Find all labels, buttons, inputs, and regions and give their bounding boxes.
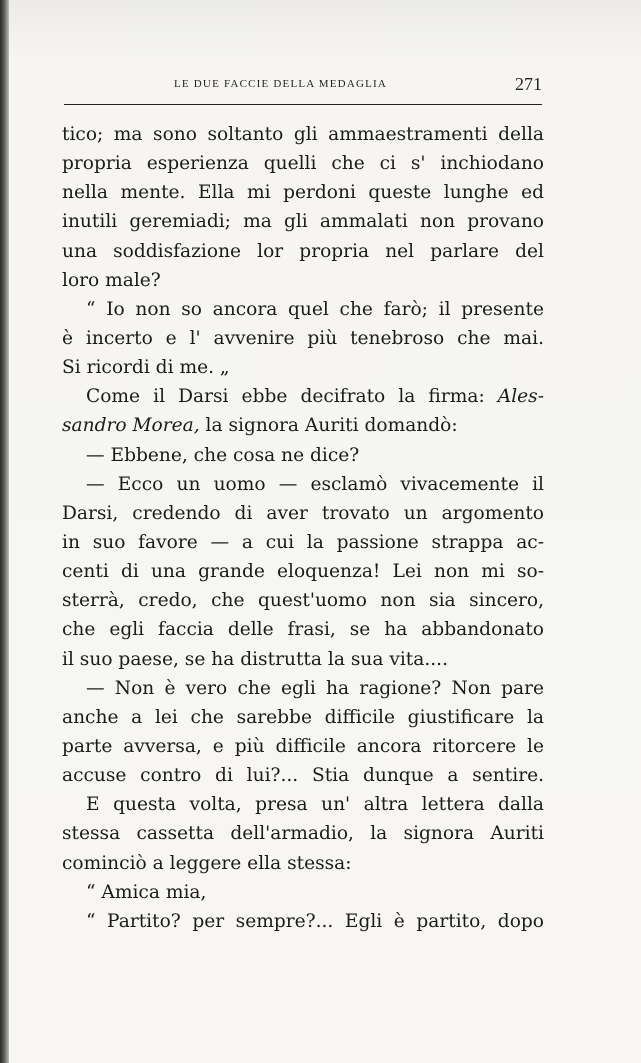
- text-line: “ Io non so ancora quel che farò; il presente: [86, 298, 544, 320]
- text-line: inutili geremiadi; ma gli ammalati non provano: [62, 211, 544, 233]
- text-line: — Ecco un uomo — esclamò vivacemente il: [86, 473, 544, 495]
- text-line: [62, 382, 544, 411]
- header-rule: [64, 104, 542, 105]
- text-line: accuse contro di lui?... Stia dunque a sentire.: [62, 765, 544, 787]
- italic-author-name: Ales-: [497, 386, 544, 408]
- text-line: una soddisfazione lor propria nel parlare del: [62, 240, 544, 262]
- text-line: propria esperienza quelli che ci s' inchiodano: [62, 153, 544, 175]
- text-line: che egli faccia delle frasi, se ha abbandonato: [62, 619, 544, 641]
- text-fragment: la signora Auriti domandò:: [199, 415, 458, 437]
- text-line: cominciò a leggere ella stessa:: [62, 852, 352, 874]
- text-line: loro male?: [62, 269, 161, 291]
- text-line: — Non è vero che egli ha ragione? Non pare: [86, 677, 544, 699]
- text-line: Si ricordi di me. „: [62, 357, 230, 379]
- text-line: “ Amica mia,: [86, 881, 207, 903]
- text-line: anche a lei che sarebbe difficile giustificare la: [62, 706, 544, 728]
- text-line: il suo paese, se ha distrutta la sua vita....: [62, 648, 448, 670]
- text-fragment: Come il Darsi ebbe decifrato la firma:: [86, 386, 498, 408]
- text-line: tico; ma sono soltanto gli ammaestramenti della: [62, 124, 544, 145]
- text-line: Darsi, credendo di aver trovato un argomento: [62, 502, 544, 524]
- running-title: LE DUE FACCIE DELLA MEDAGLIA: [174, 78, 388, 90]
- text-line: sterrà, credo, che quest'uomo non sia sincero,: [62, 590, 544, 612]
- text-line: stessa cassetta dell'armadio, la signora Auriti: [62, 823, 544, 845]
- text-line: in suo favore — a cui la passione strappa ac-: [62, 531, 544, 553]
- page-number: 271: [515, 74, 542, 94]
- text-line: “ Partito? per sempre?... Egli è partito, dopo: [86, 910, 544, 932]
- text-line: nella mente. Ella mi perdoni queste lunghe ed: [62, 182, 544, 204]
- book-spine-shadow: [0, 0, 9, 1063]
- text-line: — Ebbene, che cosa ne dice?: [86, 444, 360, 466]
- text-line: parte avversa, e più difficile ancora ritorcere le: [62, 735, 544, 757]
- page-header: [62, 75, 542, 97]
- text-line: è incerto e l' avvenire più tenebroso che mai.: [62, 327, 544, 349]
- body-text: [62, 120, 544, 936]
- text-line: [62, 411, 544, 440]
- text-line: E questa volta, presa un' altra lettera dalla: [86, 794, 544, 816]
- text-line: centi di una grande eloquenza! Lei non mi so-: [62, 561, 544, 583]
- italic-author-name: sandro Morea,: [62, 415, 200, 437]
